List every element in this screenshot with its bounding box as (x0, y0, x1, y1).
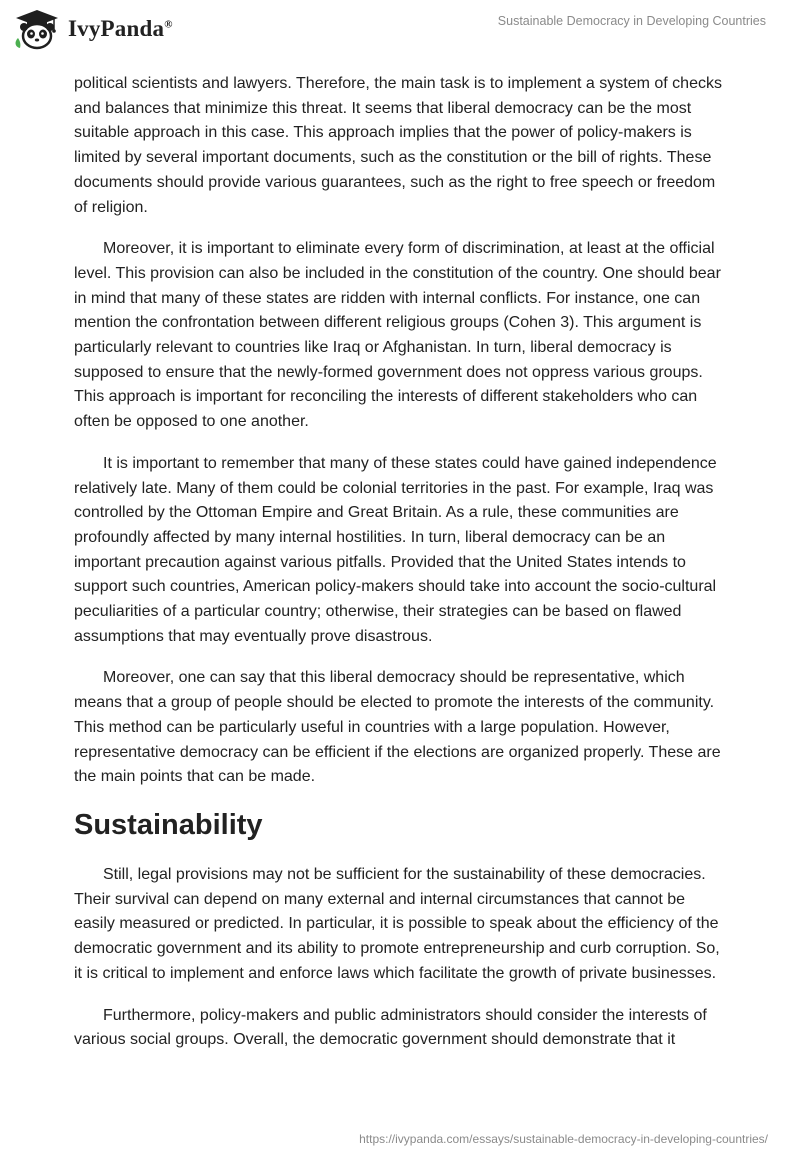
paragraph-4: Moreover, one can say that this liberal democracy should be representative, which means that a group of people should be elected to promote the interests of the community. This method can be particularly useful in countries with a large population. However, representative democracy can be efficient if the elections are organized properly. These are the main points that can be made. (74, 669, 721, 786)
paragraph-2: Moreover, it is important to eliminate every form of discrimination, at least at the official level. This provision can also be included in the constitution of the country. One should bear in mind that many of these states are ridden with internal conflicts. For instance, one can mention the confrontation between different religious groups (Cohen 3). This argument is particularly relevant to countries like Iraq or Afghanistan. In turn, liberal democracy is supposed to ensure that the newly-formed government does not oppress various groups. This approach is important for reconciling the interests of different stakeholders who can often be opposed to one another. (74, 240, 721, 431)
essay-body (74, 72, 726, 1070)
paragraph-1: political scientists and lawyers. Therefore, the main task is to implement a system of checks and balances that minimize this threat. It seems that liberal democracy can be the most suitable approach in this case. This approach implies that the power of policy-makers is limited by several important documents, such as the constitution or the bill of rights. These documents should provide various guarantees, such as the right to free speech or freedom of religion. (74, 75, 722, 216)
source-url[interactable]: https://ivypanda.com/essays/sustainable-democracy-in-developing-countries/ (359, 1132, 768, 1146)
paragraph-3: It is important to remember that many of these states could have gained independence relatively late. Many of them could be colonial territories in the past. For example, Iraq was controlled by the Ottoman Empire and Great Britain. As a rule, these communities are profoundly affected by many internal hostilities. In turn, liberal democracy can be an important precaution against various pitfalls. Provided that the United States intends to support such countries, American policy-makers should take into account the socio-cultural peculiarities of a particular country; otherwise, their strategies can be based on flawed assumptions that may eventually prove disastrous. (74, 454, 717, 645)
paragraph-6: Furthermore, policy-makers and public administrators should consider the interests of various social groups. Overall, the democratic government should demonstrate that it (74, 1006, 707, 1049)
brand-name: IvyPanda® (68, 16, 173, 41)
page-header (0, 0, 800, 60)
paragraph-5: Still, legal provisions may not be sufficient for the sustainability of these democracies. Their survival can depend on many external and internal circumstances that cannot be easily measured or predicted. In particular, it is possible to speak about the efficiency of the democratic government and its ability to promote entrepreneurship and curb corruption. So, it is critical to implement and enforce laws which facilitate the growth of private businesses. (74, 865, 720, 982)
panda-icon (12, 8, 62, 50)
section-heading: Sustainability (74, 808, 263, 841)
ivypanda-logo[interactable] (12, 8, 173, 50)
document-title: Sustainable Democracy in Developing Countries (497, 14, 766, 28)
